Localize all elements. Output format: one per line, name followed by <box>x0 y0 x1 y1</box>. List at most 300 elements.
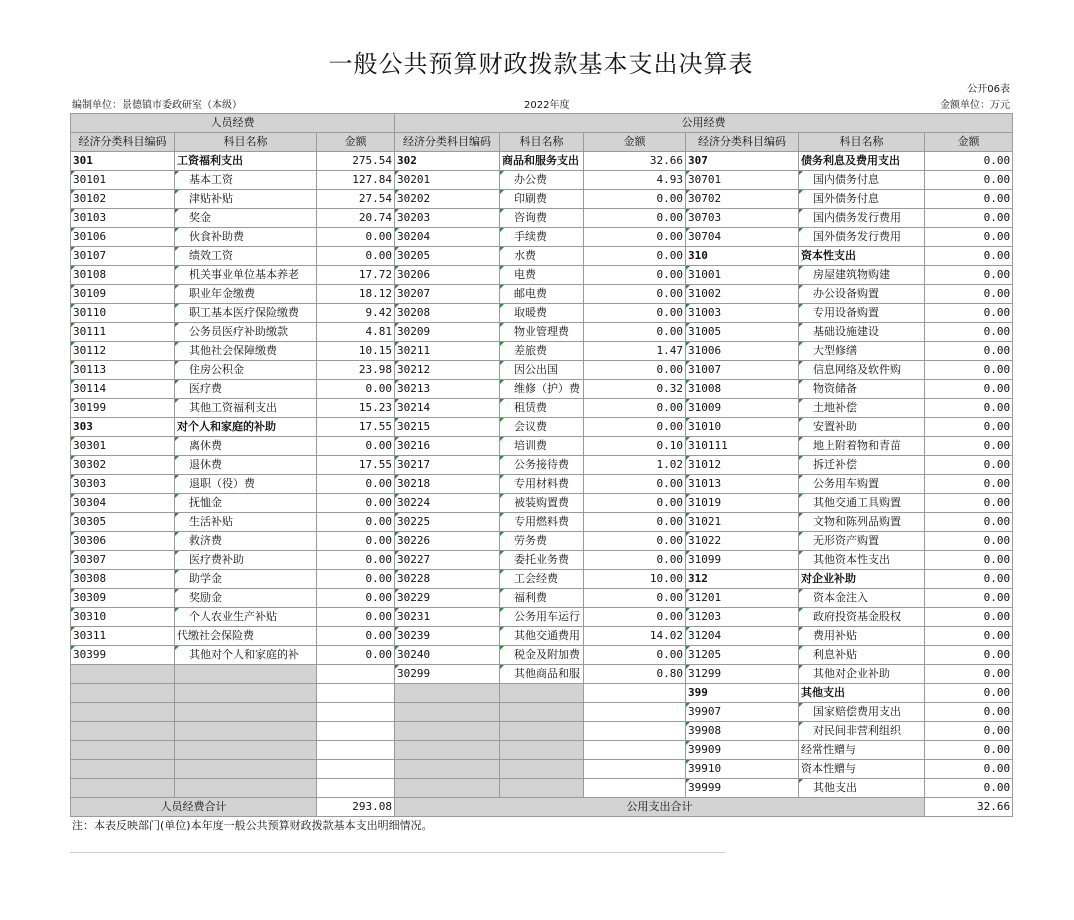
category-name: 职业年金缴费 <box>175 285 317 304</box>
category-code: 30303 <box>71 475 175 494</box>
category-name: 资本性支出 <box>799 247 925 266</box>
category-code: 30224 <box>395 494 500 513</box>
empty-cell <box>175 741 317 760</box>
amount: 0.00 <box>584 304 686 323</box>
amount: 10.15 <box>317 342 395 361</box>
category-name: 债务利息及费用支出 <box>799 152 925 171</box>
category-code: 30226 <box>395 532 500 551</box>
amount: 0.00 <box>925 190 1013 209</box>
header-name-1: 科目名称 <box>175 133 317 152</box>
table-row <box>71 589 1013 608</box>
category-code: 30310 <box>71 608 175 627</box>
totals-row <box>71 798 1013 817</box>
category-name: 国内债务付息 <box>799 171 925 190</box>
category-name: 物业管理费 <box>500 323 584 342</box>
amount: 0.00 <box>317 228 395 247</box>
category-name: 助学金 <box>175 570 317 589</box>
category-name: 其他支出 <box>799 684 925 703</box>
category-code: 31012 <box>686 456 799 475</box>
report-year: 2022年度 <box>524 100 570 111</box>
category-code: 39910 <box>686 760 799 779</box>
amount: 0.00 <box>584 247 686 266</box>
category-code: 307 <box>686 152 799 171</box>
table-row <box>71 779 1013 798</box>
category-name: 利息补贴 <box>799 646 925 665</box>
empty-cell <box>175 703 317 722</box>
amount: 0.00 <box>584 228 686 247</box>
amount: 0.00 <box>925 513 1013 532</box>
category-code: 399 <box>686 684 799 703</box>
category-name: 机关事业单位基本养老 <box>175 266 317 285</box>
amount: 0.00 <box>584 513 686 532</box>
category-code: 30209 <box>395 323 500 342</box>
category-code: 310111 <box>686 437 799 456</box>
amount: 0.00 <box>925 361 1013 380</box>
category-code: 302 <box>395 152 500 171</box>
category-code: 30107 <box>71 247 175 266</box>
empty-cell <box>317 741 395 760</box>
category-code: 30199 <box>71 399 175 418</box>
amount: 0.00 <box>925 171 1013 190</box>
category-code: 30229 <box>395 589 500 608</box>
category-code: 30106 <box>71 228 175 247</box>
category-code: 31203 <box>686 608 799 627</box>
category-name: 其他社会保障缴费 <box>175 342 317 361</box>
category-code: 30307 <box>71 551 175 570</box>
category-code: 30211 <box>395 342 500 361</box>
amount: 1.02 <box>584 456 686 475</box>
category-name: 医疗费补助 <box>175 551 317 570</box>
report-meta <box>70 98 1012 113</box>
category-name: 国外债务付息 <box>799 190 925 209</box>
empty-cell <box>317 684 395 703</box>
category-name: 职工基本医疗保险缴费 <box>175 304 317 323</box>
category-name: 公务用车运行 <box>500 608 584 627</box>
category-name: 邮电费 <box>500 285 584 304</box>
amount: 0.00 <box>584 285 686 304</box>
category-code: 39908 <box>686 722 799 741</box>
category-name: 其他资本性支出 <box>799 551 925 570</box>
category-name: 其他支出 <box>799 779 925 798</box>
amount: 15.23 <box>317 399 395 418</box>
amount: 0.00 <box>584 589 686 608</box>
category-name: 资本金注入 <box>799 589 925 608</box>
category-name: 公务用车购置 <box>799 475 925 494</box>
category-code: 30101 <box>71 171 175 190</box>
amount: 0.00 <box>925 532 1013 551</box>
table-row <box>71 418 1013 437</box>
amount: 0.00 <box>925 608 1013 627</box>
category-name: 对企业补助 <box>799 570 925 589</box>
empty-cell <box>584 722 686 741</box>
category-code: 39909 <box>686 741 799 760</box>
category-name: 无形资产购置 <box>799 532 925 551</box>
category-name: 专用燃料费 <box>500 513 584 532</box>
category-code: 31002 <box>686 285 799 304</box>
amount: 0.00 <box>925 741 1013 760</box>
table-row <box>71 475 1013 494</box>
category-code: 30311 <box>71 627 175 646</box>
amount: 14.02 <box>584 627 686 646</box>
category-name: 奖励金 <box>175 589 317 608</box>
personnel-total-label: 人员经费合计 <box>71 798 317 817</box>
category-code: 30306 <box>71 532 175 551</box>
empty-cell <box>317 760 395 779</box>
category-code: 310 <box>686 247 799 266</box>
category-name: 租赁费 <box>500 399 584 418</box>
empty-cell <box>395 703 500 722</box>
category-code: 30228 <box>395 570 500 589</box>
amount: 0.32 <box>584 380 686 399</box>
category-code: 30225 <box>395 513 500 532</box>
category-code: 30109 <box>71 285 175 304</box>
table-row <box>71 380 1013 399</box>
category-code: 31099 <box>686 551 799 570</box>
category-code: 30206 <box>395 266 500 285</box>
category-name: 代缴社会保险费 <box>175 627 317 646</box>
category-name: 奖金 <box>175 209 317 228</box>
table-body <box>71 152 1013 798</box>
empty-cell <box>175 779 317 798</box>
amount: 18.12 <box>317 285 395 304</box>
category-code: 30231 <box>395 608 500 627</box>
category-name: 退职（役）费 <box>175 475 317 494</box>
category-name: 劳务费 <box>500 532 584 551</box>
category-name: 被装购置费 <box>500 494 584 513</box>
category-name: 抚恤金 <box>175 494 317 513</box>
amount: 0.00 <box>317 646 395 665</box>
category-name: 商品和服务支出 <box>500 152 584 171</box>
amount: 0.00 <box>925 570 1013 589</box>
amount: 0.10 <box>584 437 686 456</box>
category-name: 培训费 <box>500 437 584 456</box>
amount: 27.54 <box>317 190 395 209</box>
category-name: 大型修缮 <box>799 342 925 361</box>
amount: 0.00 <box>925 209 1013 228</box>
category-name: 费用补贴 <box>799 627 925 646</box>
category-code: 30212 <box>395 361 500 380</box>
category-code: 30205 <box>395 247 500 266</box>
header-amount-3: 金额 <box>925 133 1013 152</box>
amount: 0.00 <box>584 551 686 570</box>
category-name: 资本性赠与 <box>799 760 925 779</box>
category-code: 30399 <box>71 646 175 665</box>
category-code: 30704 <box>686 228 799 247</box>
expenditure-table <box>70 113 1013 817</box>
amount: 0.00 <box>925 285 1013 304</box>
amount: 0.00 <box>317 608 395 627</box>
empty-cell <box>584 779 686 798</box>
category-name: 绩效工资 <box>175 247 317 266</box>
category-name: 会议费 <box>500 418 584 437</box>
amount: 9.42 <box>317 304 395 323</box>
amount: 0.00 <box>584 532 686 551</box>
amount: 0.00 <box>925 475 1013 494</box>
category-code: 31021 <box>686 513 799 532</box>
category-code: 31010 <box>686 418 799 437</box>
amount: 17.72 <box>317 266 395 285</box>
category-name: 咨询费 <box>500 209 584 228</box>
amount: 275.54 <box>317 152 395 171</box>
amount: 0.00 <box>584 266 686 285</box>
amount: 0.00 <box>925 437 1013 456</box>
category-code: 30217 <box>395 456 500 475</box>
category-code: 31019 <box>686 494 799 513</box>
amount: 0.80 <box>584 665 686 684</box>
amount: 0.00 <box>925 304 1013 323</box>
table-row <box>71 361 1013 380</box>
table-row <box>71 399 1013 418</box>
category-code: 30110 <box>71 304 175 323</box>
empty-cell <box>71 741 175 760</box>
category-code: 31013 <box>686 475 799 494</box>
amount: 0.00 <box>925 323 1013 342</box>
amount: 10.00 <box>584 570 686 589</box>
table-row <box>71 190 1013 209</box>
report-title: 一般公共预算财政拨款基本支出决算表 <box>328 50 754 78</box>
empty-cell <box>317 665 395 684</box>
public-total-value: 32.66 <box>925 798 1013 817</box>
category-code: 30204 <box>395 228 500 247</box>
category-name: 国外债务发行费用 <box>799 228 925 247</box>
amount: 0.00 <box>317 627 395 646</box>
category-code: 30218 <box>395 475 500 494</box>
category-code: 30202 <box>395 190 500 209</box>
category-name: 津贴补贴 <box>175 190 317 209</box>
empty-cell <box>500 703 584 722</box>
footnote: 注：本表反映部门(单位)本年度一般公共预算财政拨款基本支出明细情况。 <box>72 819 433 832</box>
amount: 0.00 <box>925 703 1013 722</box>
category-code: 39999 <box>686 779 799 798</box>
category-name: 土地补偿 <box>799 399 925 418</box>
amount: 0.00 <box>584 608 686 627</box>
category-name: 办公设备购置 <box>799 285 925 304</box>
empty-cell <box>500 779 584 798</box>
amount: 0.00 <box>317 570 395 589</box>
category-name: 个人农业生产补贴 <box>175 608 317 627</box>
header-name-2: 科目名称 <box>500 133 584 152</box>
amount: 0.00 <box>925 551 1013 570</box>
category-name: 基础设施建设 <box>799 323 925 342</box>
amount: 32.66 <box>584 152 686 171</box>
amount: 0.00 <box>925 380 1013 399</box>
amount: 0.00 <box>584 494 686 513</box>
amount: 0.00 <box>584 646 686 665</box>
amount: 0.00 <box>584 361 686 380</box>
category-name: 办公费 <box>500 171 584 190</box>
empty-cell <box>584 684 686 703</box>
table-row <box>71 760 1013 779</box>
empty-cell <box>500 722 584 741</box>
divider <box>70 852 725 853</box>
category-code: 30108 <box>71 266 175 285</box>
category-code: 30304 <box>71 494 175 513</box>
category-code: 31205 <box>686 646 799 665</box>
category-name: 其他对企业补助 <box>799 665 925 684</box>
amount: 0.00 <box>317 437 395 456</box>
category-code: 30114 <box>71 380 175 399</box>
category-code: 303 <box>71 418 175 437</box>
category-code: 30305 <box>71 513 175 532</box>
amount: 0.00 <box>925 494 1013 513</box>
header-amount-2: 金额 <box>584 133 686 152</box>
category-code: 31008 <box>686 380 799 399</box>
category-code: 30302 <box>71 456 175 475</box>
amount: 0.00 <box>925 684 1013 703</box>
amount: 0.00 <box>317 532 395 551</box>
amount: 0.00 <box>584 323 686 342</box>
category-code: 30703 <box>686 209 799 228</box>
category-code: 31204 <box>686 627 799 646</box>
empty-cell <box>584 741 686 760</box>
table-row <box>71 152 1013 171</box>
amount: 0.00 <box>925 152 1013 171</box>
category-name: 住房公积金 <box>175 361 317 380</box>
empty-cell <box>175 684 317 703</box>
header-amount-1: 金额 <box>317 133 395 152</box>
amount: 0.00 <box>317 380 395 399</box>
category-name: 拆迁补偿 <box>799 456 925 475</box>
empty-cell <box>395 684 500 703</box>
column-header-row <box>71 133 1013 152</box>
category-name: 文物和陈列品购置 <box>799 513 925 532</box>
category-name: 公务员医疗补助缴款 <box>175 323 317 342</box>
amount: 0.00 <box>925 646 1013 665</box>
table-row <box>71 342 1013 361</box>
empty-cell <box>317 703 395 722</box>
table-row <box>71 741 1013 760</box>
empty-cell <box>317 779 395 798</box>
amount: 17.55 <box>317 418 395 437</box>
category-code: 30216 <box>395 437 500 456</box>
category-name: 委托业务费 <box>500 551 584 570</box>
table-row <box>71 323 1013 342</box>
public-total-label: 公用支出合计 <box>395 798 925 817</box>
category-code: 30239 <box>395 627 500 646</box>
category-name: 税金及附加费 <box>500 646 584 665</box>
table-row <box>71 285 1013 304</box>
empty-cell <box>71 722 175 741</box>
empty-cell <box>584 703 686 722</box>
amount: 0.00 <box>317 551 395 570</box>
category-name: 其他对个人和家庭的补 <box>175 646 317 665</box>
category-code: 30103 <box>71 209 175 228</box>
compiling-unit: 编制单位：景德镇市委政研室（本级） <box>72 100 242 111</box>
empty-cell <box>500 741 584 760</box>
group-personnel: 人员经费 <box>71 114 395 133</box>
category-code: 30240 <box>395 646 500 665</box>
amount: 0.00 <box>925 627 1013 646</box>
amount: 0.00 <box>317 475 395 494</box>
category-code: 30213 <box>395 380 500 399</box>
amount: 0.00 <box>317 513 395 532</box>
table-row <box>71 209 1013 228</box>
category-name: 救济费 <box>175 532 317 551</box>
category-name: 安置补助 <box>799 418 925 437</box>
category-code: 30309 <box>71 589 175 608</box>
category-name: 手续费 <box>500 228 584 247</box>
category-name: 其他工资福利支出 <box>175 399 317 418</box>
category-name: 水费 <box>500 247 584 266</box>
header-code-1: 经济分类科目编码 <box>71 133 175 152</box>
amount: 0.00 <box>925 342 1013 361</box>
category-code: 31001 <box>686 266 799 285</box>
category-code: 39907 <box>686 703 799 722</box>
empty-cell <box>500 760 584 779</box>
category-name: 医疗费 <box>175 380 317 399</box>
category-name: 福利费 <box>500 589 584 608</box>
amount: 0.00 <box>925 779 1013 798</box>
category-code: 30227 <box>395 551 500 570</box>
form-number: 公开06表 <box>967 84 1010 95</box>
category-name: 印刷费 <box>500 190 584 209</box>
category-code: 30111 <box>71 323 175 342</box>
category-code: 30208 <box>395 304 500 323</box>
empty-cell <box>71 703 175 722</box>
category-name: 国家赔偿费用支出 <box>799 703 925 722</box>
category-name: 其他商品和服 <box>500 665 584 684</box>
category-code: 31022 <box>686 532 799 551</box>
category-code: 31299 <box>686 665 799 684</box>
header-code-2: 经济分类科目编码 <box>395 133 500 152</box>
empty-cell <box>395 760 500 779</box>
category-name: 基本工资 <box>175 171 317 190</box>
category-code: 31006 <box>686 342 799 361</box>
personnel-total-value: 293.08 <box>317 798 395 817</box>
amount: 0.00 <box>925 266 1013 285</box>
category-code: 30112 <box>71 342 175 361</box>
table-row <box>71 684 1013 703</box>
category-name: 信息网络及软件购 <box>799 361 925 380</box>
amount: 127.84 <box>317 171 395 190</box>
category-name: 地上附着物和青苗 <box>799 437 925 456</box>
amount: 0.00 <box>925 247 1013 266</box>
category-code: 30207 <box>395 285 500 304</box>
amount: 0.00 <box>584 475 686 494</box>
amount: 0.00 <box>925 228 1013 247</box>
empty-cell <box>71 684 175 703</box>
category-code: 30214 <box>395 399 500 418</box>
category-name: 维修（护）费 <box>500 380 584 399</box>
category-code: 30301 <box>71 437 175 456</box>
category-code: 31005 <box>686 323 799 342</box>
category-name: 工资福利支出 <box>175 152 317 171</box>
category-name: 生活补贴 <box>175 513 317 532</box>
category-name: 专用设备购置 <box>799 304 925 323</box>
empty-cell <box>71 779 175 798</box>
table-row <box>71 266 1013 285</box>
amount: 0.00 <box>925 722 1013 741</box>
category-name: 房屋建筑物购建 <box>799 266 925 285</box>
category-code: 30702 <box>686 190 799 209</box>
category-code: 31201 <box>686 589 799 608</box>
amount: 0.00 <box>584 399 686 418</box>
category-name: 对个人和家庭的补助 <box>175 418 317 437</box>
money-unit: 金额单位：万元 <box>940 100 1010 111</box>
category-name: 专用材料费 <box>500 475 584 494</box>
category-name: 电费 <box>500 266 584 285</box>
amount: 20.74 <box>317 209 395 228</box>
category-name: 对民间非营利组织 <box>799 722 925 741</box>
category-code: 312 <box>686 570 799 589</box>
category-code: 30203 <box>395 209 500 228</box>
table-row <box>71 646 1013 665</box>
amount: 23.98 <box>317 361 395 380</box>
category-name: 离休费 <box>175 437 317 456</box>
group-header-row <box>71 114 1013 133</box>
category-name: 其他交通费用 <box>500 627 584 646</box>
category-name: 其他交通工具购置 <box>799 494 925 513</box>
